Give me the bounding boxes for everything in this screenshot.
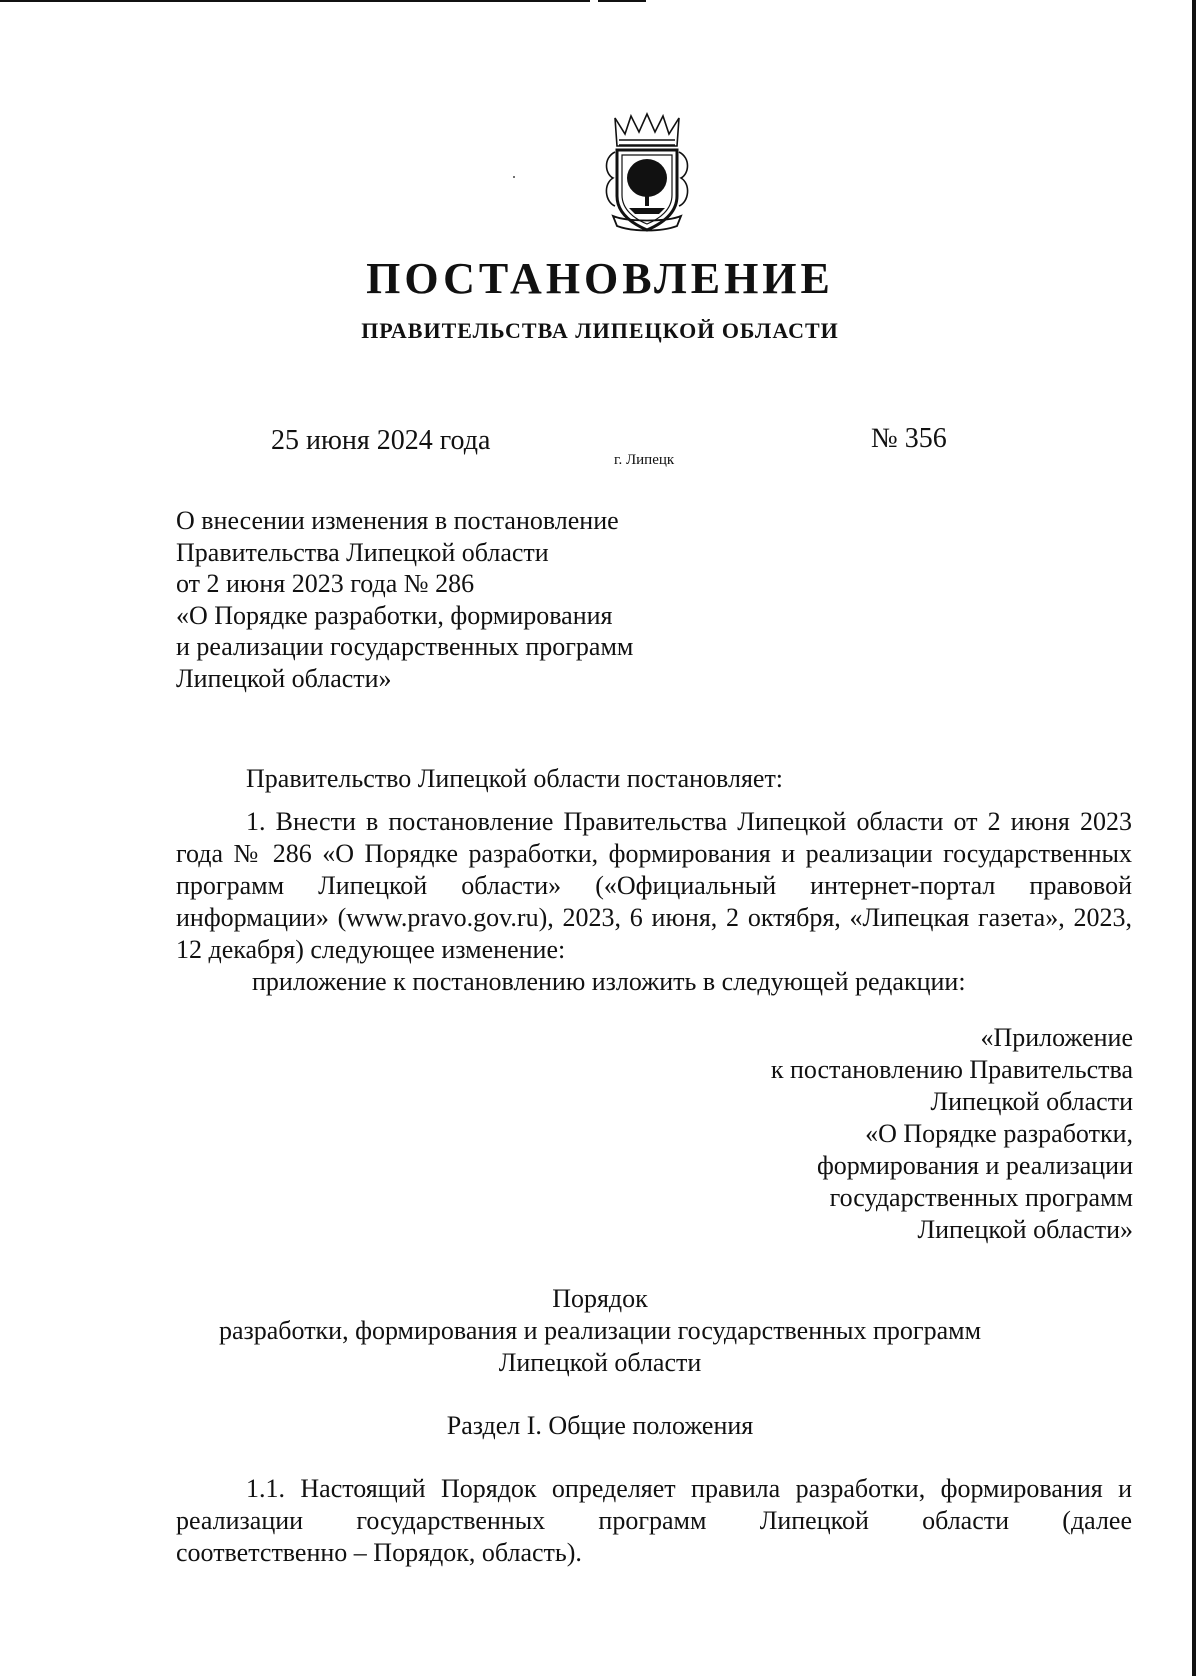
order-title-line: разработки, формирования и реализации государственных программ [218, 1316, 982, 1345]
scan-edge-top-fragment [598, 0, 646, 2]
document-date: 25 июня 2024 года [271, 425, 491, 456]
document-number: № 356 [871, 423, 947, 454]
intro-paragraph: Правительство Липецкой области постановляет: [246, 764, 784, 793]
issuing-authority: ПРАВИТЕЛЬСТВА ЛИПЕЦКОЙ ОБЛАСТИ [361, 318, 839, 343]
appendix-line: Липецкой области [930, 1087, 1133, 1116]
appendix-line: к постановлению Правительства [770, 1055, 1133, 1084]
subject-line: от 2 июня 2023 года № 286 [176, 569, 475, 598]
subject-line: и реализации государственных программ [176, 632, 634, 661]
item-1-subparagraph: приложение к постановлению изложить в следующей редакции: [252, 967, 966, 996]
document-subject [176, 505, 736, 694]
document-title: ПОСТАНОВЛЕНИЕ [366, 254, 834, 303]
subject-line: Липецкой области» [176, 663, 392, 693]
scan-edge-top [0, 0, 590, 2]
order-title [0, 1283, 1200, 1379]
appendix-reference [533, 1022, 1133, 1246]
subject-line: О внесении изменения в постановление [176, 506, 619, 535]
appendix-line: формирования и реализации [816, 1151, 1133, 1180]
appendix-line: государственных программ [829, 1183, 1133, 1212]
subject-line: Правительства Липецкой области [176, 537, 549, 567]
scan-speck [513, 176, 515, 178]
item-1-paragraph: 1. Внести в постановление Правительства Липецкой области от 2 июня 2023 года № 286 «О Порядке разработки, формирования и реализации государственных программ Липецкой области» («Официальный интернет-портал правовой информации» (www.pravo.gov.ru), 2023, 6 июня, 2 октября, «Липецкая газета», 2023, 12 декабря) следующее изменение: [176, 807, 1132, 964]
paragraph-line: соответственно – Порядок, область). [176, 1538, 582, 1567]
paragraph-line: реализации государственных программ Липецкой области (далее [176, 1506, 1132, 1535]
appendix-line: «О Порядке разработки, [865, 1119, 1133, 1148]
appendix-line: «Приложение [980, 1023, 1133, 1052]
coat-of-arms-emblem [603, 112, 691, 238]
paragraph-1-1 [176, 1473, 1132, 1569]
document-city: г. Липецк [614, 452, 675, 468]
appendix-line: Липецкой области» [917, 1215, 1133, 1244]
order-title-line: Липецкой области [498, 1348, 702, 1377]
section-heading: Раздел I. Общие положения [446, 1411, 754, 1440]
paragraph-line: 1.1. Настоящий Порядок определяет правила разработки, формирования и [246, 1474, 1132, 1503]
order-title-line: Порядок [552, 1284, 648, 1313]
subject-line: «О Порядке разработки, формирования [176, 600, 613, 630]
